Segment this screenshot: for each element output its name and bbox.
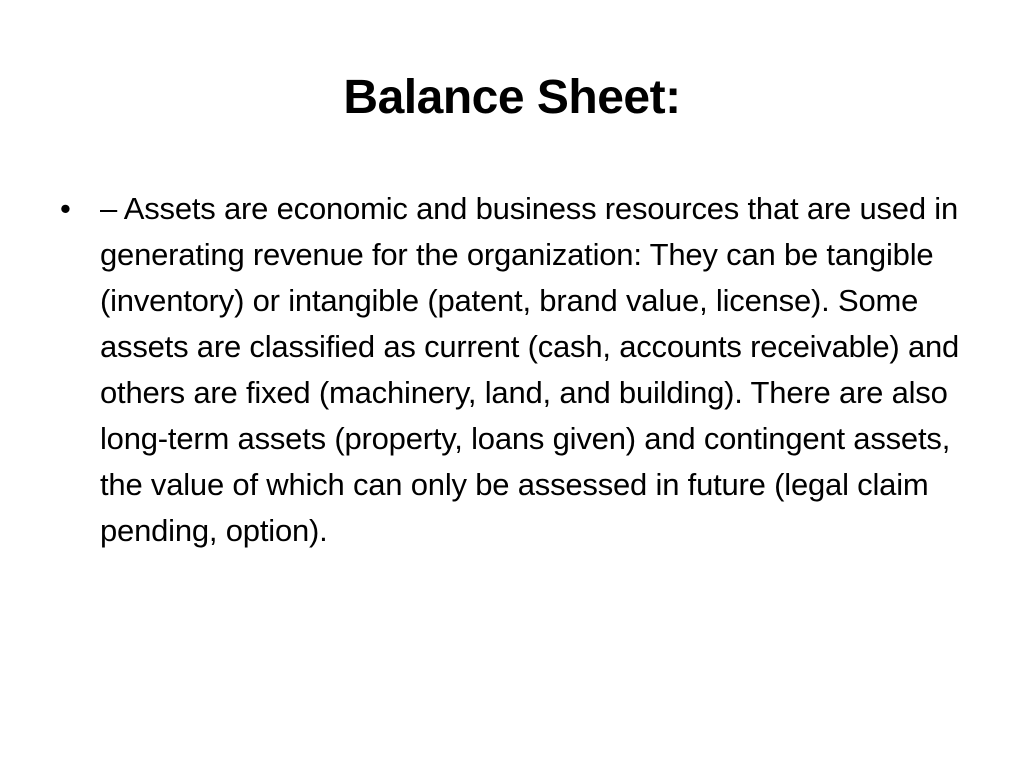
bullet-list xyxy=(54,186,974,554)
bullet-text: – Assets are economic and business resources that are used in generating revenue for the organization: They can be tangible (inventory) or intangible (patent, brand value, license). Some assets are classified as current (cash, accounts receivable) and others are fixed (machinery, land, and building). There are also long-term assets (property, loans given) and contingent assets, the value of which can only be assessed in future (legal claim pending, option). xyxy=(100,191,960,548)
bullet-dot-icon: • xyxy=(60,191,71,226)
bullet-item xyxy=(54,186,974,554)
slide-title: Balance Sheet: xyxy=(343,71,681,124)
